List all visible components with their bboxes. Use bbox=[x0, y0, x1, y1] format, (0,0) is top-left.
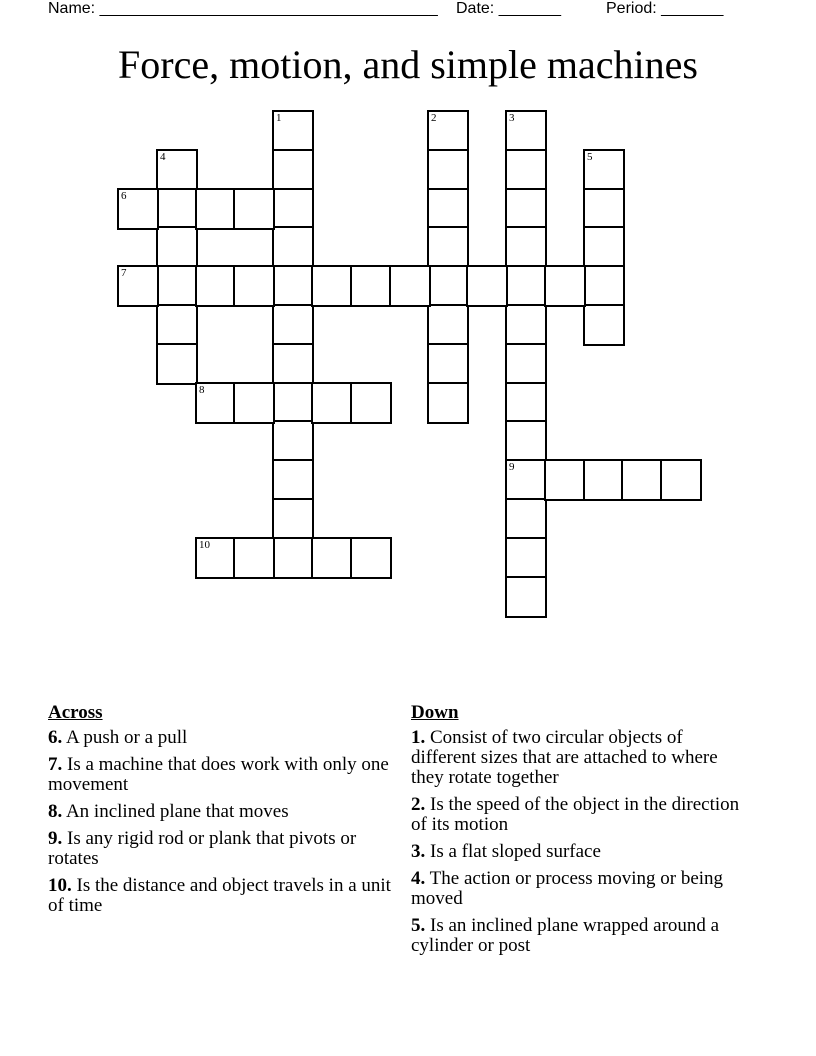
grid-cell[interactable] bbox=[272, 149, 314, 191]
across-clue bbox=[48, 829, 393, 869]
down-clue bbox=[411, 869, 741, 909]
grid-cell[interactable] bbox=[583, 149, 625, 191]
grid-cell[interactable] bbox=[427, 149, 469, 191]
clue-number: 4 bbox=[160, 151, 166, 163]
grid-cell[interactable] bbox=[505, 265, 547, 307]
grid-cell[interactable] bbox=[233, 382, 275, 424]
grid-cell[interactable] bbox=[117, 265, 159, 307]
clue-number: 8 bbox=[199, 384, 205, 396]
grid-cell[interactable] bbox=[156, 149, 198, 191]
clue-label: 9. bbox=[48, 828, 63, 849]
grid-cell[interactable] bbox=[544, 265, 586, 307]
across-clue bbox=[48, 802, 393, 822]
grid-cell[interactable] bbox=[117, 188, 159, 230]
down-clue bbox=[411, 795, 741, 835]
grid-cell[interactable] bbox=[350, 537, 392, 579]
clue-text: The action or process moving or being moved bbox=[411, 868, 724, 909]
grid-cell[interactable] bbox=[427, 110, 469, 152]
grid-cell[interactable] bbox=[505, 110, 547, 152]
down-clues bbox=[411, 702, 741, 963]
grid-cell[interactable] bbox=[505, 226, 547, 268]
grid-cell[interactable] bbox=[272, 382, 314, 424]
grid-cell[interactable] bbox=[272, 188, 314, 230]
date-field[interactable]: Date: _______ bbox=[456, 0, 561, 17]
grid-cell[interactable] bbox=[505, 343, 547, 385]
grid-cell[interactable] bbox=[583, 188, 625, 230]
clue-label: 7. bbox=[48, 754, 63, 775]
clue-label: 8. bbox=[48, 801, 63, 822]
grid-cell[interactable] bbox=[156, 188, 198, 230]
grid-cell[interactable] bbox=[583, 459, 625, 501]
grid-cell[interactable] bbox=[660, 459, 702, 501]
grid-cell[interactable] bbox=[311, 382, 353, 424]
clue-text: Is a machine that does work with only one movement bbox=[48, 754, 389, 795]
down-clue bbox=[411, 842, 741, 862]
grid-cell[interactable] bbox=[466, 265, 508, 307]
grid-cell[interactable] bbox=[156, 304, 198, 346]
grid-cell[interactable] bbox=[544, 459, 586, 501]
down-clue bbox=[411, 728, 741, 788]
grid-cell[interactable] bbox=[272, 537, 314, 579]
grid-cell[interactable] bbox=[505, 459, 547, 501]
clue-label: 3. bbox=[411, 841, 426, 862]
period-field[interactable]: Period: _______ bbox=[606, 0, 724, 17]
page-title: Force, motion, and simple machines bbox=[118, 42, 698, 87]
clue-text: Is the speed of the object in the direction of its motion bbox=[411, 794, 740, 835]
across-clue bbox=[48, 755, 393, 795]
grid-cell[interactable] bbox=[583, 226, 625, 268]
grid-cell[interactable] bbox=[427, 265, 469, 307]
grid-cell[interactable] bbox=[583, 265, 625, 307]
clue-label: 4. bbox=[411, 868, 426, 889]
grid-cell[interactable] bbox=[156, 265, 198, 307]
grid-cell[interactable] bbox=[195, 188, 237, 230]
clue-label: 6. bbox=[48, 727, 63, 748]
grid-cell[interactable] bbox=[311, 537, 353, 579]
clue-text: Is a flat sloped surface bbox=[430, 841, 601, 862]
grid-cell[interactable] bbox=[195, 382, 237, 424]
grid-cell[interactable] bbox=[505, 382, 547, 424]
grid-cell[interactable] bbox=[272, 265, 314, 307]
clue-text: Is any rigid rod or plank that pivots or rotates bbox=[48, 828, 357, 869]
clue-number: 3 bbox=[509, 112, 515, 124]
grid-cell[interactable] bbox=[195, 265, 237, 307]
clue-number: 9 bbox=[509, 461, 515, 473]
clue-text: An inclined plane that moves bbox=[65, 801, 289, 822]
grid-cell[interactable] bbox=[427, 226, 469, 268]
down-clue bbox=[411, 916, 741, 956]
clue-text: Is an inclined plane wrapped around a cylinder or post bbox=[411, 915, 720, 956]
clue-number: 2 bbox=[431, 112, 437, 124]
grid-cell[interactable] bbox=[505, 304, 547, 346]
name-field[interactable]: Name: ______________________________________ bbox=[48, 0, 438, 17]
clue-text: Is the distance and object travels in a unit of time bbox=[48, 875, 391, 916]
grid-cell[interactable] bbox=[621, 459, 663, 501]
grid-cell[interactable] bbox=[311, 265, 353, 307]
clue-number: 1 bbox=[276, 112, 282, 124]
grid-cell[interactable] bbox=[272, 459, 314, 501]
grid-cell[interactable] bbox=[505, 576, 547, 618]
clue-text: Consist of two circular objects of different sizes that are attached to where they rotate together bbox=[411, 727, 718, 788]
grid-cell[interactable] bbox=[505, 188, 547, 230]
grid-cell[interactable] bbox=[427, 382, 469, 424]
grid-cell[interactable] bbox=[233, 265, 275, 307]
grid-cell[interactable] bbox=[505, 420, 547, 462]
grid-cell[interactable] bbox=[272, 420, 314, 462]
clue-label: 10. bbox=[48, 875, 72, 896]
across-clues bbox=[48, 702, 393, 923]
across-heading: Across bbox=[48, 702, 103, 723]
clue-number: 5 bbox=[587, 151, 593, 163]
clue-label: 1. bbox=[411, 727, 426, 748]
grid-cell[interactable] bbox=[350, 382, 392, 424]
grid-cell[interactable] bbox=[272, 304, 314, 346]
grid-cell[interactable] bbox=[505, 537, 547, 579]
grid-cell[interactable] bbox=[272, 343, 314, 385]
grid-cell[interactable] bbox=[427, 343, 469, 385]
grid-cell[interactable] bbox=[272, 498, 314, 540]
grid-cell[interactable] bbox=[427, 188, 469, 230]
grid-cell[interactable] bbox=[389, 265, 431, 307]
grid-cell[interactable] bbox=[350, 265, 392, 307]
clue-text: A push or a pull bbox=[65, 727, 188, 748]
down-heading: Down bbox=[411, 702, 459, 723]
grid-cell[interactable] bbox=[505, 498, 547, 540]
grid-cell[interactable] bbox=[427, 304, 469, 346]
grid-cell[interactable] bbox=[272, 226, 314, 268]
grid-cell[interactable] bbox=[195, 537, 237, 579]
across-clue bbox=[48, 728, 393, 748]
grid-cell[interactable] bbox=[272, 110, 314, 152]
grid-cell[interactable] bbox=[233, 188, 275, 230]
across-clue bbox=[48, 876, 393, 916]
grid-cell[interactable] bbox=[156, 343, 198, 385]
grid-cell[interactable] bbox=[233, 537, 275, 579]
grid-cell[interactable] bbox=[156, 226, 198, 268]
clue-number: 7 bbox=[121, 267, 127, 279]
clue-number: 10 bbox=[199, 539, 210, 551]
clue-number: 6 bbox=[121, 190, 127, 202]
clue-label: 5. bbox=[411, 915, 426, 936]
grid-cell[interactable] bbox=[505, 149, 547, 191]
clue-label: 2. bbox=[411, 794, 426, 815]
grid-cell[interactable] bbox=[583, 304, 625, 346]
